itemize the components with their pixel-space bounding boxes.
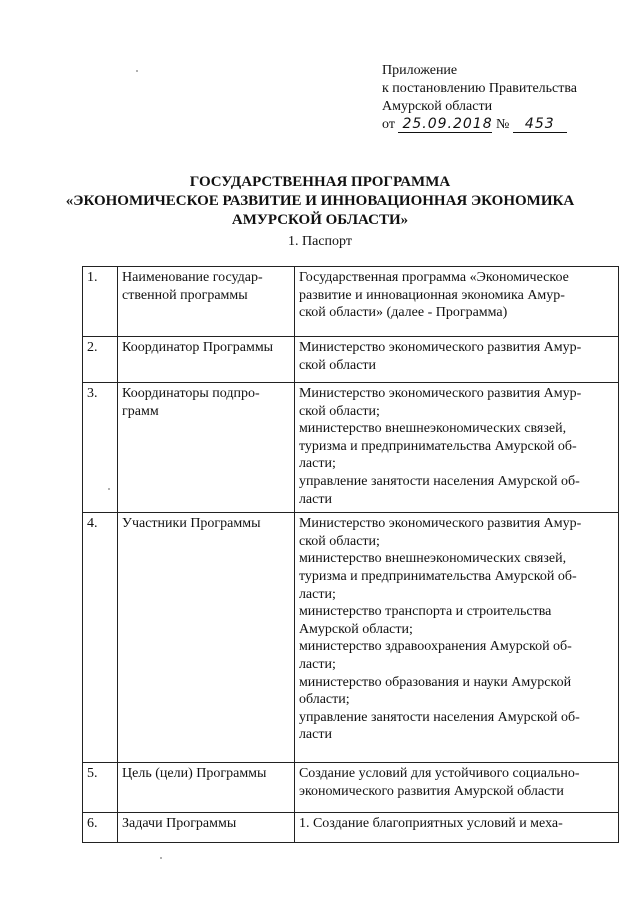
title-line3: АМУРСКОЙ ОБЛАСТИ» [231,212,409,228]
label-line: Координаторы подпро- [122,386,260,401]
label-line: Задачи Программы [122,816,237,832]
value-line: министерство внешнеэкономических связей, [298,421,567,437]
value-line: ласти; [298,656,336,672]
value-line: ласти; [298,456,336,472]
row-number: 1. [83,267,118,337]
title-line2: «ЭКОНОМИЧЕСКОЕ РАЗВИТИЕ И ИННОВАЦИОННАЯ ЭКОНОМИКА [65,193,575,209]
value-line: туризма и предпринимательства Амурской об- [298,568,577,584]
label-line: Координатор Программы [122,340,274,355]
value-line: министерство здравоохранения Амурской об- [298,639,572,655]
value-line: Создание условий для устойчивого социально- [298,766,580,782]
row-label [118,383,295,513]
section-heading: 1. Паспорт [288,234,352,249]
value-line: области; [298,692,350,708]
label-line: Участники Программы [122,516,261,532]
value-line: Амурской области; [298,621,413,637]
scan-speck [160,857,162,859]
value-line: туризма и предпринимательства Амурской об- [298,438,577,454]
row-label [118,267,295,337]
row-label [118,337,295,383]
row-number: 4. [83,513,118,763]
value-line: ласти [298,727,332,743]
label-line: Цель (цели) Программы [122,766,267,782]
value-line: ской области; [298,403,380,419]
value-line: министерство образования и науки Амурской [298,674,572,690]
label-line: Наименование государ- [122,270,263,285]
row-value [294,813,618,843]
row-value [294,763,618,813]
value-line: Министерство экономического развития Амур- [298,386,582,401]
table-row [83,337,619,383]
row-label [118,513,295,763]
appendix-date-line [382,116,577,134]
number-label: № [495,117,510,132]
row-number: 2. [83,337,118,383]
value-line: ской области [298,357,377,373]
value-line: ласти; [298,586,336,602]
handwritten-number: 453 [513,117,567,133]
from-label: от [382,117,395,132]
value-line: развитие и инновационная экономика Амур- [298,287,565,303]
value-line: ской области» (далее - Программа) [298,305,508,321]
label-line: ственной программы [122,287,248,303]
row-value [294,267,618,337]
value-line: ской области; [298,533,380,549]
title-line1: ГОСУДАРСТВЕННАЯ ПРОГРАММА [189,174,451,190]
value-line: ласти [298,491,332,507]
row-value [294,383,618,513]
row-value [294,337,618,383]
appendix-line2: к постановлению Правительства [382,81,578,96]
appendix-line1: Приложение [382,63,458,78]
row-number: 5. [83,763,118,813]
value-line: 1. Создание благоприятных условий и меха- [298,816,563,832]
value-line: Государственная программа «Экономическое [298,270,569,285]
label-line: грамм [122,403,159,419]
document-title [0,173,640,230]
row-number: 6. [83,813,118,843]
value-line: Министерство экономического развития Амур- [298,516,582,532]
table-row [83,763,619,813]
row-number: 3. [83,383,118,513]
row-label [118,813,295,843]
value-line: экономического развития Амурской области [298,783,564,799]
passport-table [82,266,619,843]
scan-speck [108,488,110,490]
table-row [83,267,619,337]
appendix-block [382,62,577,134]
value-line: министерство транспорта и строительства [298,604,552,620]
table-row [83,383,619,513]
table-row [83,513,619,763]
appendix-line3: Амурской области [382,99,493,114]
row-label [118,763,295,813]
value-line: министерство внешнеэкономических связей, [298,551,567,567]
value-line: управление занятости населения Амурской об- [298,709,580,725]
scan-speck [136,70,138,72]
row-value [294,513,618,763]
handwritten-date: 25.09.2018 [398,117,492,133]
table-row [83,813,619,843]
value-line: управление занятости населения Амурской об- [298,473,580,489]
value-line: Министерство экономического развития Амур- [298,340,582,355]
